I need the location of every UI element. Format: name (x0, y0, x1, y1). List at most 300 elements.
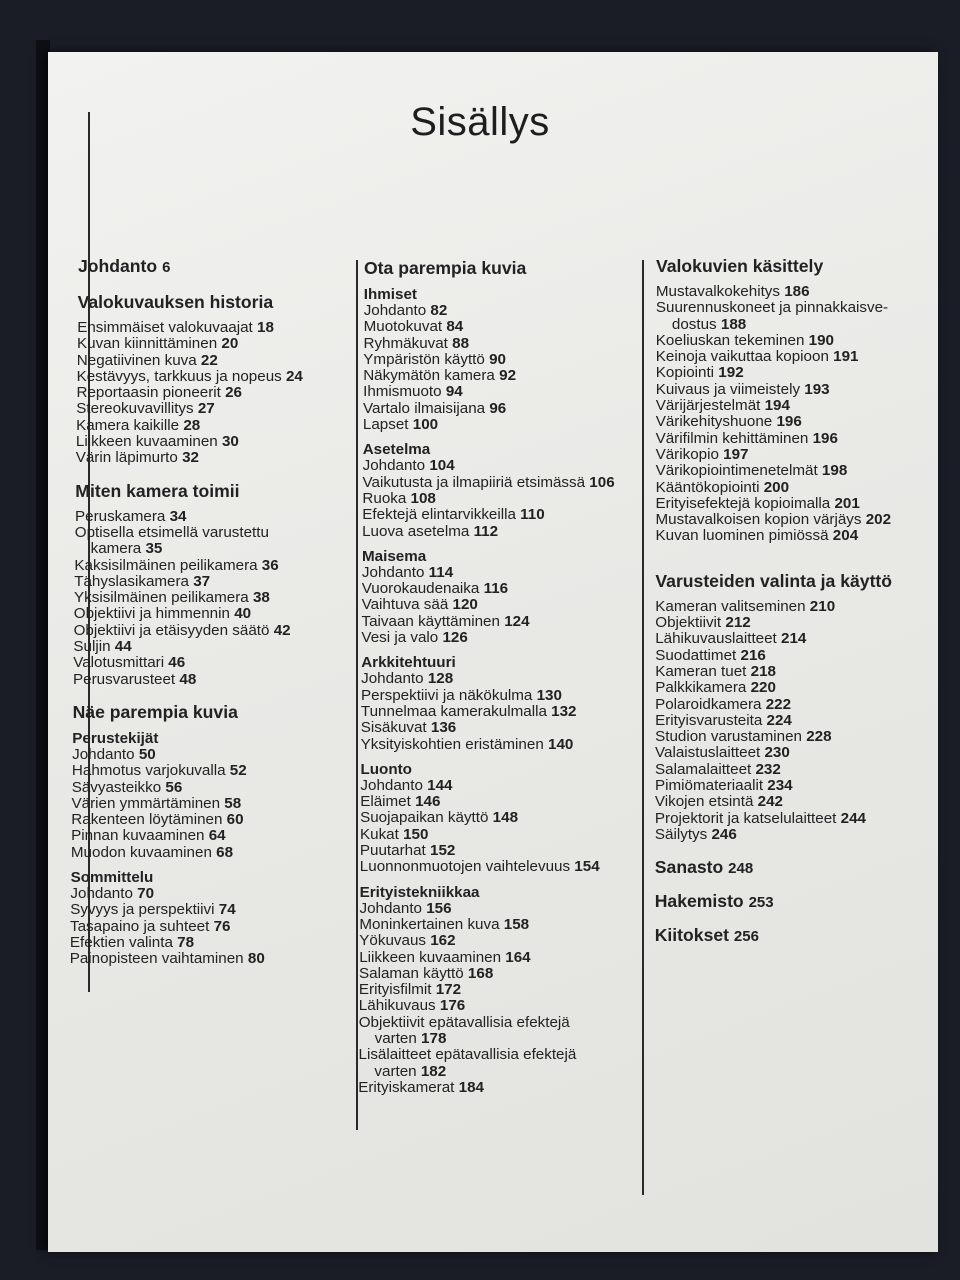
toc-entry-text: Ryhmäkuvat (363, 334, 448, 352)
toc-entry-text: Muodon kuvaaminen (70, 843, 212, 861)
section-page-number: 256 (733, 928, 759, 946)
toc-page-number: 36 (261, 556, 279, 574)
section-heading-text: Valokuvien käsittely (656, 256, 824, 276)
toc-entry (360, 901, 632, 917)
toc-entry-text: Objektiivit epätavallisia efektejä (358, 1013, 570, 1031)
toc-entry (362, 597, 634, 613)
toc-entry-text: Salaman käyttö (359, 964, 464, 982)
toc-entry-text: Tasapaino ja suhteet (70, 917, 210, 935)
toc-entry-text: Johdanto (361, 670, 424, 688)
toc-page-number: 194 (764, 397, 790, 415)
toc-entry-text: Johdanto (362, 457, 426, 475)
section-heading-text: Valokuvauksen historia (77, 292, 274, 312)
toc-entry (74, 590, 336, 606)
toc-entry (71, 845, 333, 861)
section-heading (364, 258, 636, 278)
toc-entry-text: Syvyys ja perspektiivi (70, 901, 215, 919)
toc-entry (361, 630, 633, 646)
toc-entry (655, 762, 917, 778)
toc-entry-text: Värien ymmärtäminen (71, 794, 221, 812)
toc-entry-text: Suojapaikan käyttö (360, 809, 489, 827)
toc-page-number: 210 (809, 597, 836, 615)
toc-entry (362, 581, 634, 597)
toc-entry (73, 672, 335, 688)
toc-entry-text: Tunnelmaa kamerakulmalla (360, 702, 547, 720)
toc-entry-text: Yökuvaus (359, 932, 427, 950)
toc-entry-text: Erityisfilmit (358, 981, 432, 999)
toc-page-number: 94 (445, 383, 463, 401)
toc-page-number: 56 (165, 778, 183, 796)
toc-page-number: 112 (473, 522, 499, 540)
toc-entry (360, 794, 632, 810)
toc-page-number: 126 (442, 629, 468, 647)
toc-entry (656, 463, 918, 479)
toc-entry-text: Mustavalkoisen kopion värjäys (655, 511, 862, 529)
toc-page-number: 242 (757, 793, 783, 811)
section-page-number: 253 (748, 894, 774, 912)
toc-entry (73, 655, 335, 671)
toc-page-number: 220 (750, 679, 776, 697)
toc-entry-text: Efektien valinta (69, 933, 173, 951)
toc-entry-text: Hahmotus varjokuvalla (71, 762, 226, 780)
toc-page-number: 154 (574, 858, 600, 876)
toc-page-number: 136 (430, 719, 457, 737)
toc-entry-text: Luova asetelma (362, 522, 470, 540)
toc-entry (361, 720, 633, 736)
toc-page-number: 44 (114, 638, 132, 656)
toc-page-number: 218 (750, 662, 776, 680)
toc-entry-text: Lähikuvaus (358, 997, 436, 1015)
toc-entry-text: Studion varustaminen (655, 728, 803, 746)
toc-entry (73, 639, 335, 655)
toc-entry-text: Johdanto (70, 885, 133, 903)
toc-entry (364, 319, 636, 335)
toc-page-number: 198 (821, 462, 848, 480)
toc-entry (655, 778, 917, 794)
toc-page-number: 96 (489, 399, 507, 417)
toc-entry-text: Perspektiivi ja näkökulma (361, 686, 533, 704)
toc-column-1 (69, 256, 340, 968)
toc-entry-text: Tähyslasikamera (74, 572, 189, 590)
toc-entry (359, 966, 631, 982)
toc-page-number: 184 (458, 1078, 484, 1096)
toc-page-number: 178 (421, 1029, 447, 1047)
toc-entry-text: Vaihtuva sää (361, 596, 449, 614)
toc-column-3 (656, 256, 918, 955)
toc-page-number: 100 (412, 416, 439, 434)
toc-page-number: 222 (765, 695, 792, 713)
toc-entry (655, 713, 917, 729)
toc-entry (362, 507, 634, 523)
toc-page-number: 196 (776, 413, 802, 431)
toc-entry-text: Värikopiointimenetelmät (655, 462, 818, 480)
toc-page-number: 152 (430, 842, 456, 860)
toc-page-number: 82 (430, 302, 448, 319)
toc-entry (70, 902, 332, 918)
toc-page-number: 132 (551, 702, 577, 720)
toc-entry (364, 336, 636, 352)
toc-entry (76, 418, 338, 434)
toc-entry-text: Pinnan kuvaaminen (71, 827, 205, 845)
section-heading (78, 256, 340, 278)
section-heading (656, 256, 918, 276)
toc-entry-text: Negatiivinen kuva (76, 351, 197, 369)
toc-page-number: 50 (138, 745, 156, 763)
toc-entry (75, 509, 337, 525)
toc-page-number: 30 (221, 433, 239, 451)
toc-entry-text: Luonnonmuotojen vaihtelevuus (359, 858, 571, 876)
toc-entry-text: Suodattimet (655, 646, 737, 664)
column-rule-right (642, 260, 644, 1195)
toc-page-number: 202 (865, 511, 892, 529)
section-heading (655, 891, 917, 913)
toc-entry (358, 1064, 630, 1080)
toc-entry (361, 704, 633, 720)
toc-entry (363, 368, 635, 384)
section-heading-text: Ota parempia kuvia (364, 258, 527, 278)
toc-page-number: 70 (137, 885, 155, 903)
toc-entry-text: Polaroidkamera (655, 695, 762, 713)
toc-entry-text: Kääntökopiointi (655, 478, 760, 496)
toc-page-number: 48 (179, 670, 197, 688)
section-heading-text: Kiitokset (654, 925, 730, 946)
toc-entry-text: Yksisilmäinen peilikamera (74, 589, 249, 607)
toc-entry (363, 417, 635, 433)
toc-entry-text: Lisälaitteet epätavallisia efektejä (358, 1046, 577, 1064)
toc-entry (360, 810, 632, 826)
toc-page-number: 244 (840, 809, 866, 827)
section-heading-text: Varusteiden valinta ja käyttö (655, 570, 893, 591)
toc-entry (360, 778, 632, 794)
toc-page-number: 168 (467, 964, 494, 982)
toc-entry (77, 385, 339, 401)
toc-entry (361, 688, 633, 704)
toc-page-number: 162 (430, 932, 456, 950)
toc-entry (359, 1031, 631, 1047)
toc-entry-text: Valaistuslaitteet (655, 744, 761, 762)
toc-entry-text: Perusvarusteet (73, 670, 176, 688)
toc-entry (359, 982, 631, 998)
toc-entry (655, 811, 917, 827)
toc-entry (655, 827, 917, 843)
toc-entry-text: Kopiointi (655, 364, 715, 382)
toc-entry-text: Reportaasin pioneerit (76, 384, 221, 402)
toc-entry-text: Muotokuvat (363, 318, 443, 336)
toc-entry (655, 664, 917, 680)
toc-entry-text: Erityisefektejä kopioimalla (655, 494, 831, 512)
toc-page-number: 26 (225, 384, 243, 402)
toc-entry (359, 917, 631, 933)
toc-page-number: 232 (755, 760, 781, 778)
toc-page-number: 150 (403, 825, 429, 843)
toc-entry-text: Lapset (362, 416, 409, 434)
toc-entry-text: Kuvan luominen pimiössä (655, 527, 829, 545)
subsection-heading: Asetelma (362, 441, 431, 459)
toc-entry (655, 794, 917, 810)
toc-page-number: 46 (168, 654, 186, 672)
toc-entry-text: Painopisteen vaihtaminen (69, 950, 244, 968)
toc-page-number: 224 (766, 711, 792, 729)
toc-entry (656, 480, 918, 496)
toc-entry (361, 737, 633, 753)
toc-page-number: 201 (834, 494, 860, 512)
toc-page-number: 148 (492, 809, 519, 827)
toc-entry (358, 1080, 630, 1096)
toc-entry-text: Ensimmäiset valokuvaajat (77, 319, 253, 336)
toc-entry (74, 574, 336, 590)
toc-page-number: 146 (415, 793, 441, 811)
toc-entry-text: Kamera kaikille (76, 416, 180, 434)
section-heading (73, 702, 335, 722)
toc-entry (655, 680, 917, 696)
toc-entry-text: Liikkeen kuvaaminen (75, 433, 218, 451)
toc-entry (656, 447, 918, 463)
toc-page-number: 124 (504, 612, 530, 630)
toc-entry-text: Yksityiskohtien eristäminen (360, 735, 544, 753)
toc-entry-text: Valotusmittari (73, 654, 165, 672)
toc-entry-text: Kuvan kiinnittäminen (77, 335, 218, 353)
toc-entry-text: Suurennuskoneet ja pinnakkaisve- (655, 299, 889, 317)
toc-entry (76, 450, 338, 466)
toc-entry-text: Kameran tuet (655, 662, 747, 680)
toc-entry (362, 491, 634, 507)
toc-entry (360, 827, 632, 843)
toc-page-number: 22 (200, 351, 218, 369)
section-heading (75, 481, 337, 501)
toc-entry (76, 401, 338, 417)
toc-page-number: 130 (536, 686, 562, 704)
toc-entry-text: Peruskamera (75, 507, 166, 525)
toc-page-number: 158 (503, 915, 530, 933)
toc-entry-text: Kameran valitseminen (655, 597, 806, 615)
toc-entry-text: Moninkertainen kuva (359, 915, 500, 933)
toc-entry-text: varten (374, 1029, 417, 1047)
toc-entry-text: Johdanto (363, 302, 427, 319)
toc-entry-text: Salamalaitteet (655, 760, 752, 778)
toc-entry (72, 796, 334, 812)
toc-page-number: 200 (763, 478, 790, 496)
toc-page-number: 68 (216, 843, 234, 861)
toc-entry (359, 1015, 631, 1031)
toc-page-number: 188 (720, 315, 747, 333)
toc-entry (359, 998, 631, 1014)
section-heading (655, 925, 917, 947)
toc-entry (655, 631, 917, 647)
section-heading (655, 857, 917, 879)
toc-entry-text: Kestävyys, tarkkuus ja nopeus (76, 367, 282, 385)
toc-entry-text: Johdanto (72, 745, 135, 763)
toc-entry (362, 565, 634, 581)
toc-page-number: 140 (548, 735, 574, 753)
toc-entry (71, 828, 333, 844)
toc-page-number: 172 (435, 981, 462, 999)
toc-entry-text: Johdanto (359, 899, 422, 917)
toc-page-number: 204 (832, 527, 859, 545)
toc-entry (363, 384, 635, 400)
page-title: Sisällys (410, 100, 550, 144)
toc-entry-text: Taivaan käyttäminen (361, 612, 500, 630)
toc-entry (74, 623, 336, 639)
toc-page-number: 116 (483, 580, 509, 598)
toc-entry (655, 745, 917, 761)
toc-page-number: 144 (427, 776, 453, 794)
toc-entry (71, 812, 333, 828)
toc-entry-text: Näkymätön kamera (363, 367, 495, 385)
toc-entry (70, 935, 332, 951)
subsection-heading: Sommittelu (70, 869, 154, 887)
toc-entry (655, 697, 917, 713)
toc-entry-text: Ympäristön käyttö (363, 350, 485, 368)
toc-entry-text: Keinoja vaikuttaa kopioon (655, 348, 829, 366)
toc-entry-text: Kuivaus ja viimeistely (655, 380, 801, 398)
section-heading (655, 571, 917, 591)
section-page-number: 6 (162, 259, 171, 276)
toc-page-number: 182 (420, 1062, 447, 1080)
toc-page-number: 156 (426, 899, 452, 917)
toc-page-number: 110 (520, 506, 545, 524)
toc-page-number: 234 (767, 777, 793, 795)
toc-page-number: 196 (812, 429, 838, 447)
toc-page-number: 176 (439, 997, 466, 1015)
toc-page-number: 74 (218, 901, 236, 919)
toc-entry (656, 398, 918, 414)
toc-entry-text: varten (374, 1062, 417, 1080)
toc-page-number: 114 (428, 563, 454, 581)
toc-entry (655, 648, 917, 664)
toc-entry (70, 951, 332, 967)
toc-entry (70, 886, 332, 902)
toc-entry-text: Kukat (360, 825, 399, 843)
column-rule-middle (356, 260, 358, 1130)
toc-entry (76, 434, 338, 450)
toc-page-number: 20 (221, 335, 239, 353)
toc-page-number: 193 (804, 380, 830, 398)
section-heading-text: Miten kamera toimii (75, 480, 240, 501)
toc-entry (77, 369, 339, 385)
toc-entry-text: Ruoka (362, 489, 407, 507)
section-heading-text: Näe parempia kuvia (72, 701, 238, 722)
toc-entry (656, 414, 918, 430)
toc-page-number: 228 (806, 728, 832, 746)
toc-entry (364, 303, 636, 319)
toc-entry (362, 614, 634, 630)
toc-entry-text: Vesi ja valo (361, 629, 439, 647)
toc-entry-text: Erityiskamerat (358, 1078, 455, 1096)
toc-entry (656, 431, 918, 447)
toc-page-number: 186 (784, 283, 810, 300)
toc-page-number: 58 (224, 794, 242, 812)
toc-entry-text: Efektejä elintarvikkeilla (362, 506, 516, 524)
toc-page-number: 24 (285, 367, 303, 385)
section-page-number: 248 (728, 860, 754, 878)
toc-entry (75, 525, 337, 541)
toc-page-number: 76 (213, 917, 231, 935)
toc-entry-text: Liikkeen kuvaaminen (359, 948, 502, 966)
toc-entry-text: Värikehityshuone (655, 413, 773, 431)
subsection-heading: Luonto (360, 760, 412, 778)
toc-entry (77, 353, 339, 369)
toc-entry (359, 950, 631, 966)
toc-entry (656, 512, 918, 528)
toc-entry-text: Erityisvarusteita (655, 711, 763, 729)
toc-entry-text: Objektiivit (655, 614, 722, 632)
toc-entry (363, 458, 635, 474)
toc-page-number: 197 (723, 445, 749, 463)
toc-page-number: 27 (197, 400, 215, 418)
toc-entry (77, 336, 339, 352)
toc-entry-text: Värikopio (655, 445, 719, 463)
toc-page-number: 164 (505, 948, 531, 966)
toc-column-2 (358, 258, 636, 1096)
toc-entry (361, 671, 633, 687)
toc-entry-text: dostus (671, 315, 717, 333)
toc-entry-text: Värifilmin kehittäminen (655, 429, 809, 447)
toc-page-number: 108 (410, 489, 436, 507)
toc-entry-text: Stereokuvavillitys (76, 400, 194, 418)
section-heading-text: Hakemisto (654, 891, 744, 912)
toc-entry-text: Objektiivi ja himmennin (73, 605, 230, 623)
toc-entry (363, 352, 635, 368)
toc-entry (360, 859, 632, 875)
toc-entry (74, 606, 336, 622)
toc-entry (360, 843, 632, 859)
toc-entry-text: Optisella etsimellä varustettu (74, 523, 269, 541)
toc-entry-text: Sisäkuvat (360, 719, 427, 737)
toc-entry-text: Projektorit ja katselulaitteet (654, 809, 837, 827)
toc-entry-text: Värin läpimurto (75, 449, 178, 467)
toc-page-number: 191 (833, 348, 859, 366)
toc-entry-text: Vartalo ilmaisijana (363, 399, 486, 417)
toc-entry (72, 763, 334, 779)
toc-page-number: 18 (257, 319, 274, 336)
toc-page-number: 60 (226, 811, 244, 829)
toc-page-number: 88 (452, 334, 470, 352)
toc-page-number: 40 (234, 605, 252, 623)
toc-entry (655, 599, 917, 615)
section-heading-text: Johdanto (78, 256, 158, 276)
toc-entry-text: Johdanto (360, 776, 423, 794)
toc-page-number: 32 (182, 449, 199, 467)
toc-page-number: 34 (169, 507, 187, 525)
toc-entry-text: Värijärjestelmät (655, 397, 761, 415)
toc-page-number: 190 (808, 331, 834, 349)
subsection-heading: Ihmiset (363, 286, 417, 303)
toc-page-number: 106 (589, 473, 615, 491)
toc-page-number: 38 (252, 589, 270, 607)
toc-entry (70, 919, 332, 935)
toc-page-number: 104 (429, 457, 455, 475)
toc-entry-text: kamera (90, 540, 142, 558)
toc-entry (75, 541, 337, 557)
section-heading (78, 292, 340, 312)
subsection-heading: Erityistekniikkaa (359, 883, 480, 901)
toc-entry-text: Lähikuvauslaitteet (655, 630, 777, 648)
toc-page-number: 42 (273, 621, 291, 639)
toc-page-number: 192 (718, 364, 744, 382)
toc-entry-text: Rakenteen löytäminen (71, 811, 223, 829)
toc-entry-text: Mustavalkokehitys (655, 283, 780, 300)
subsection-heading: Arkkitehtuuri (361, 654, 456, 672)
toc-entry-text: Palkkikamera (655, 679, 747, 697)
toc-entry (656, 333, 918, 349)
toc-entry (77, 320, 339, 336)
toc-entry-text: Ihmismuoto (363, 383, 442, 401)
toc-entry (359, 933, 631, 949)
toc-entry (656, 382, 918, 398)
toc-page-number: 28 (183, 416, 201, 434)
toc-entry (656, 317, 918, 333)
toc-entry-text: Vikojen etsintä (654, 793, 754, 811)
